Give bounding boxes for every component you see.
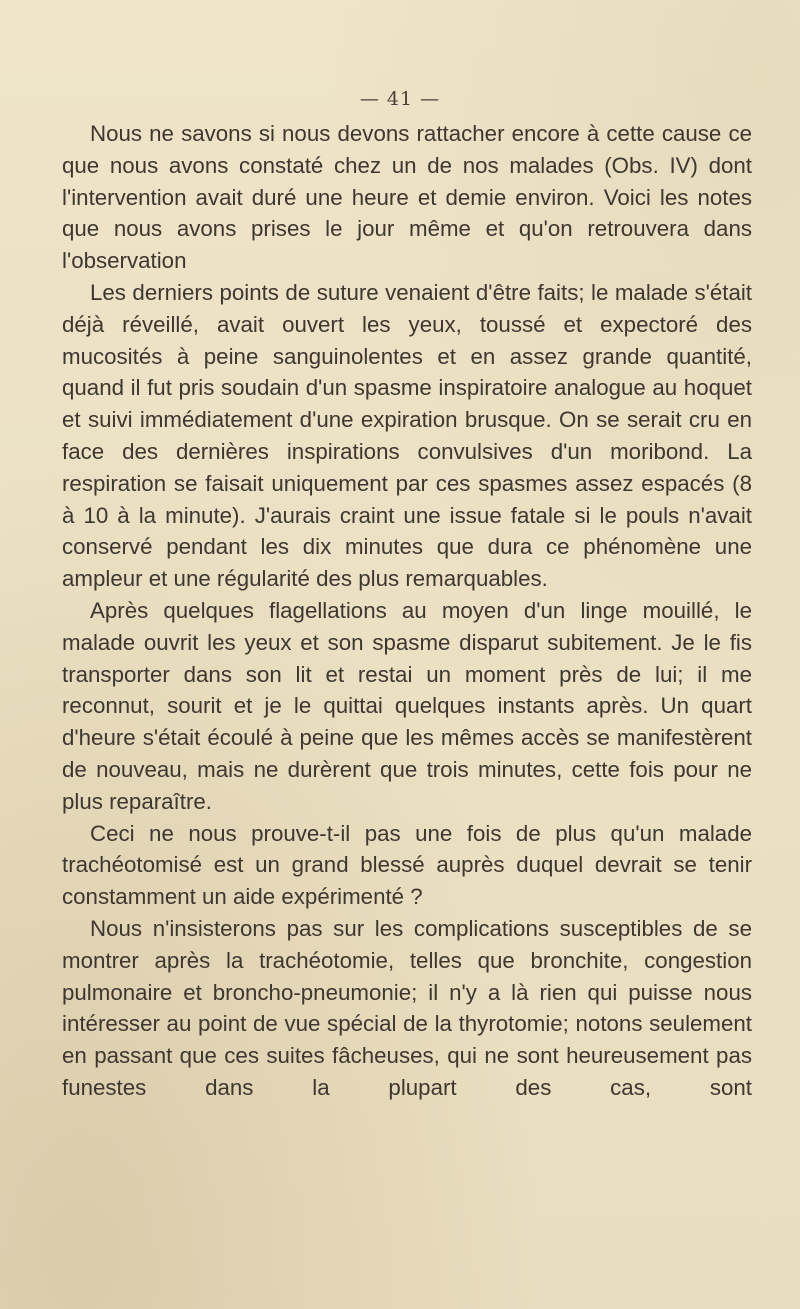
paragraph-2: Les derniers points de suture venaient d'être faits; le malade s'était déjà réveillé, avait ouvert les yeux, toussé et expectoré des mucosités à peine sanguinolentes et en assez grande quantité, quand il fut pris soudain d'un spasme inspiratoire analogue au hoquet et suivi immédiatement d'une expiration brusque. On se serait cru en face des dernières inspirations convulsives d'un moribond. La respiration se faisait uniquement par ces spasmes assez espacés (8 à 10 à la minute). J'aurais craint une issue fatale si le pouls n'avait conservé pendant les dix minutes que dura ce phénomène une ampleur et une régularité des plus remarquables. — [62, 279, 752, 592]
paragraph-4: Ceci ne nous prouve-t-il pas une fois de plus qu'un malade trachéotomisé est un grand blessé auprès duquel devrait se tenir constamment un aide expérimenté ? — [62, 820, 752, 910]
body-text — [62, 118, 752, 1104]
paragraph-5: Nous n'insisterons pas sur les complications susceptibles de se montrer après la trachéotomie, telles que bronchite, congestion pulmonaire et broncho-pneumonie; il n'y a là rien qui puisse nous intéresser au point de vue spécial de la thyrotomie; notons seulement en passant que ces suites fâcheuses, qui ne sont heureusement pas funestes dans la plupart des cas, sont — [62, 915, 752, 1100]
paragraph-1: Nous ne savons si nous devons rattacher encore à cette cause ce que nous avons constaté chez un de nos malades (Obs. IV) dont l'intervention avait duré une heure et demie environ. Voici les notes que nous avons prises le jour même et qu'on retrouvera dans l'observation — [62, 121, 752, 274]
page-number: — 41 — — [359, 88, 441, 110]
paragraph-3: Après quelques flagellations au moyen d'un linge mouillé, le malade ouvrit les yeux et son spasme disparut subitement. Je le fis transporter dans son lit et restai un moment près de lui; il me reconnut, sourit et je le quittai quelques instants après. Un quart d'heure s'était écoulé à peine que les mêmes accès se manifestèrent de nouveau, mais ne durèrent que trois minutes, cette fois pour ne plus reparaître. — [62, 597, 752, 814]
